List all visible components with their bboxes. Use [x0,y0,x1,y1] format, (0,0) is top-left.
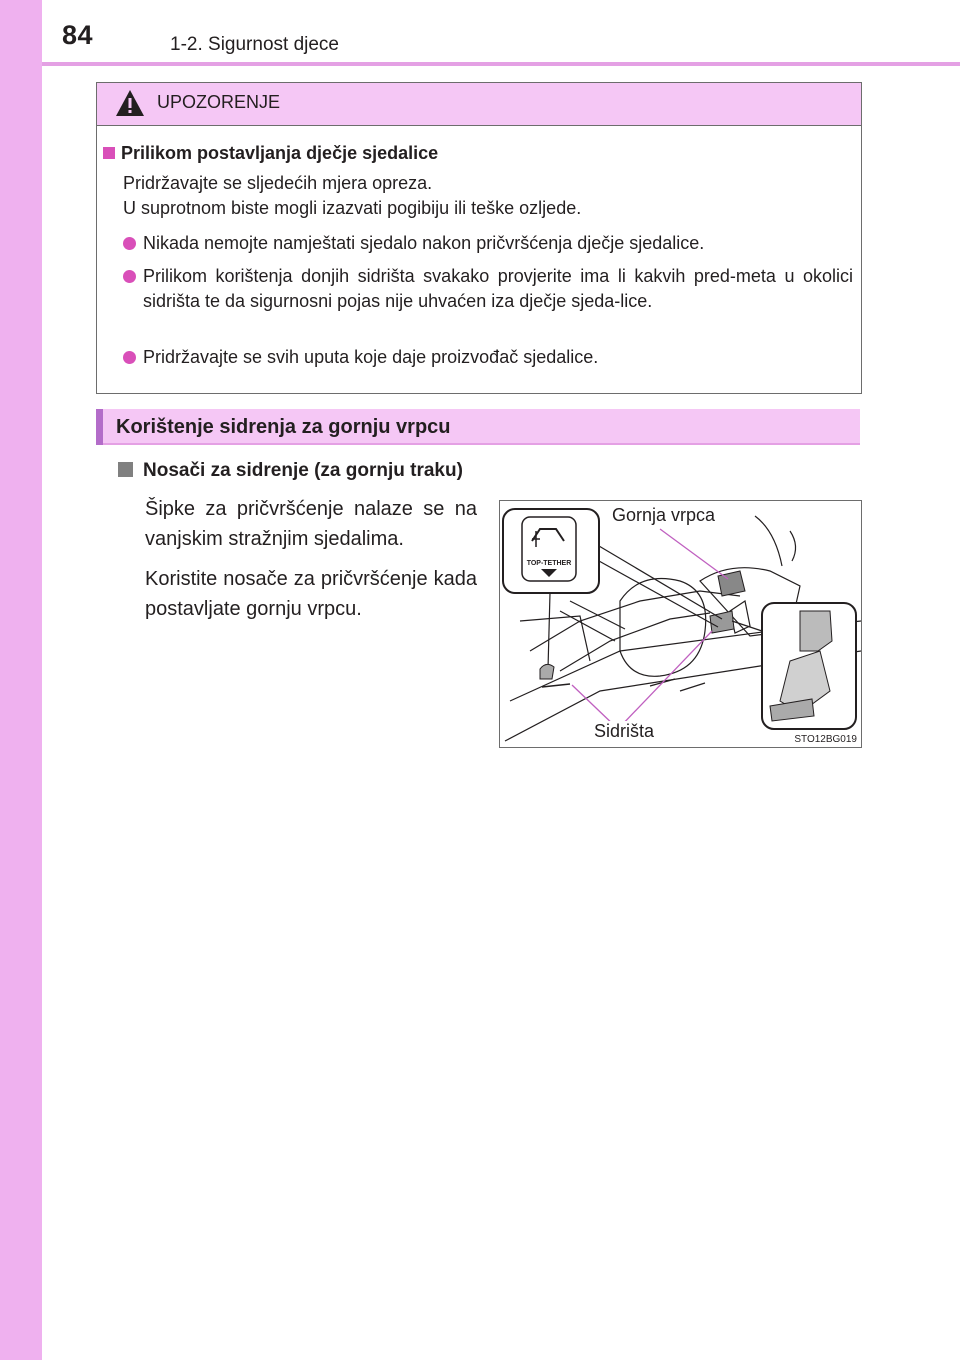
warning-subheading [103,143,438,164]
section-heading [96,409,860,445]
page-number: 84 [62,20,94,50]
figure-code: STO12BG019 [794,734,857,745]
paragraph-1: Šipke za pričvršćenje nalaze se na vanjskim stražnjim sjedalima. [145,498,477,550]
warning-intro-line-1: Pridržavajte se sljedećih mjera opreza. [123,173,433,193]
label-top-tether: Gornja vrpca [612,505,716,525]
warning-triangle-icon [115,89,145,117]
warning-bullet-text: Prilikom korištenja donjih sidrišta svakako provjerite ima li kakvih pred-meta u okolici sidrišta te da sigurnosni pojas nije uhvaćen iza dječje sjeda-lice. [143,266,853,311]
subsection-heading [118,460,463,482]
section-title: 1-2. Sigurnost djece [170,34,339,55]
warning-subheading-text: Prilikom postavljanja dječje sjedalice [121,143,439,163]
paragraph-2: Koristite nosače za pričvršćenje kada postavljate gornju vrpcu. [145,568,477,620]
heading-accent [96,409,103,445]
label-anchors: Sidrišta [594,721,655,741]
section-heading-text: Korištenje sidrenja za gornju vrpcu [116,416,451,438]
top-tether-badge-text: TOP-TETHER [526,560,572,567]
warning-bullet-text: Nikada nemojte namještati sjedalo nakon pričvršćenja dječje sjedalice. [143,233,705,253]
pink-square-bullet-icon [103,147,115,159]
warning-bullet-text: Pridržavajte se svih uputa koje daje proizvođač sjedalice. [143,347,599,367]
bullet-dot-icon [123,351,136,364]
warning-bullet [123,231,853,256]
header-rule [42,62,960,66]
warning-bullet [123,264,853,314]
car-seat-anchor-illustration [500,501,861,747]
subsection-heading-text: Nosači za sidrenje (za gornju traku) [143,460,463,481]
warning-header [97,83,861,126]
bullet-dot-icon [123,270,136,283]
left-margin-tab [0,0,42,1360]
warning-bullet [123,345,853,370]
warning-title: UPOZORENJE [157,92,281,112]
figure-illustration [499,500,862,748]
warning-box [96,82,862,394]
warning-intro-line-2: U suprotnom biste mogli izazvati pogibiju ili teške ozljede. [123,198,582,218]
bullet-dot-icon [123,237,136,250]
grey-square-bullet-icon [118,462,133,477]
